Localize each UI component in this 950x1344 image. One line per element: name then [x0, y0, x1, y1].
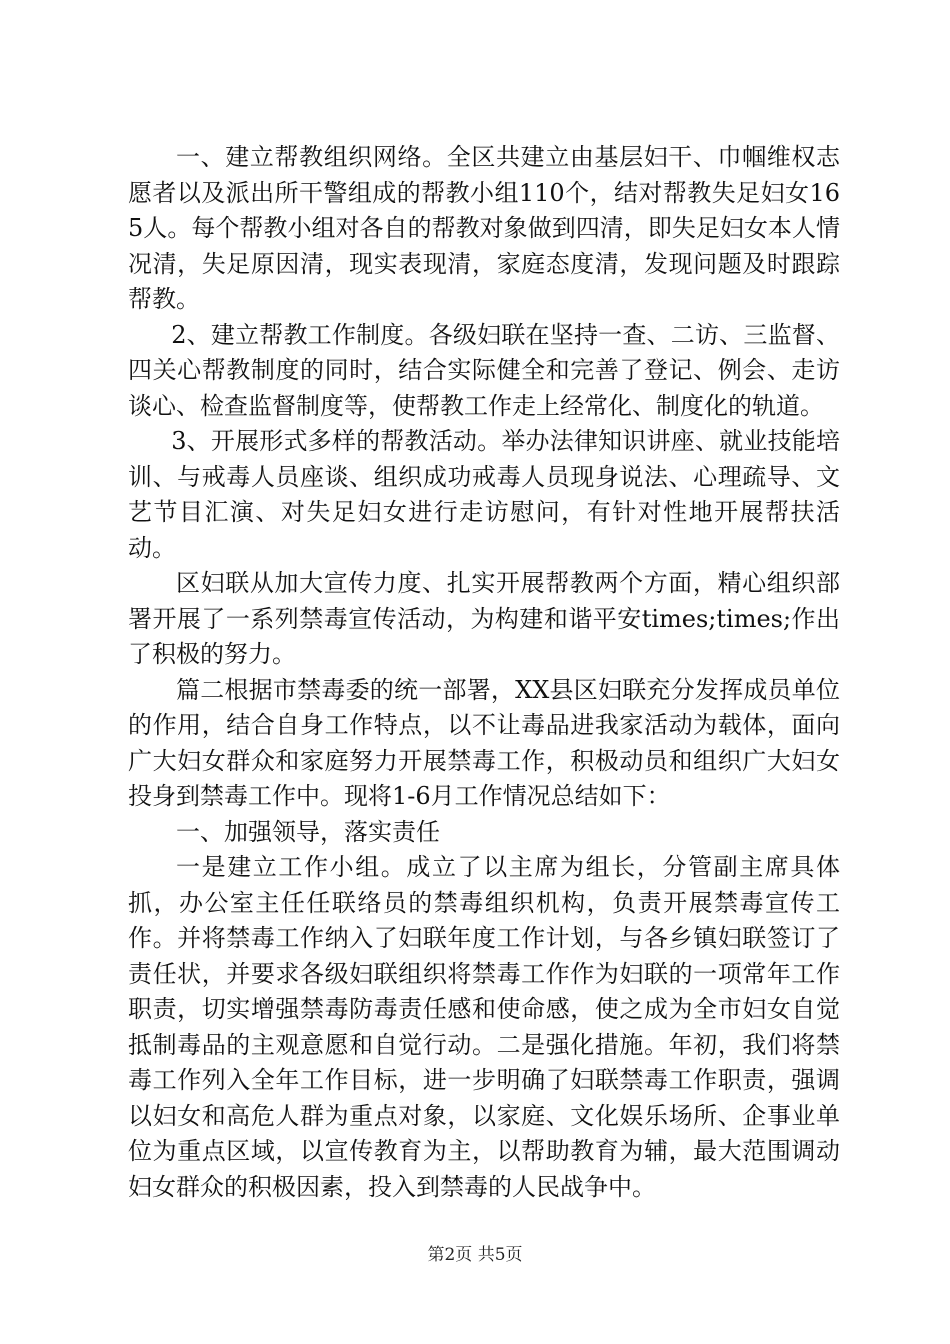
paragraph-help-activities: 3、开展形式多样的帮教活动。举办法律知识讲座、就业技能培训、与戒毒人员座谈、组织成功戒毒人员现身说法、心理疏导、文艺节目汇演、对失足妇女进行走访慰问，有针对性地开展帮扶活动。: [128, 427, 840, 562]
section-heading-leadership: 一、加强领导，落实责任: [176, 817, 440, 846]
paragraph-help-network: 一、建立帮教组织网络。全区共建立由基层妇干、巾帼维权志愿者以及派出所干警组成的帮教小组110个，结对帮教失足妇女165人。每个帮教小组对各自的帮教对象做到四清，即失足妇女本人情况清，失足原因清，现实表现清，家庭态度清，发现问题及时跟踪帮教。: [128, 143, 840, 313]
paragraph-part-two-intro: 篇二根据市禁毒委的统一部署，XX县区妇联充分发挥成员单位的作用，结合自身工作特点，以不让毒品进我家活动为载体，面向广大妇女群众和家庭努力开展禁毒工作，积极动员和组织广大妇女投身到禁毒工作中。现将1-6月工作情况总结如下：: [128, 675, 840, 810]
paragraph-help-system: 2、建立帮教工作制度。各级妇联在坚持一查、二访、三监督、四关心帮教制度的同时，结合实际健全和完善了登记、例会、走访谈心、检查监督制度等，使帮教工作走上经常化、制度化的轨道。: [128, 320, 840, 420]
page-number-footer: 第2页 共5页: [427, 1245, 523, 1265]
paragraph-publicity-summary: 区妇联从加大宣传力度、扎实开展帮教两个方面，精心组织部署开展了一系列禁毒宣传活动，为构建和谐平安times;times;作出了积极的努力。: [128, 569, 840, 668]
document-body: [128, 140, 840, 1205]
paragraph-working-group: 一是建立工作小组。成立了以主席为组长，分管副主席具体抓，办公室主任任联络员的禁毒组织机构，负责开展禁毒宣传工作。并将禁毒工作纳入了妇联年度工作计划，与各乡镇妇联签订了责任状，并要求各级妇联组织将禁毒工作作为妇联的一项常年工作职责，切实增强禁毒防毒责任感和使命感，使之成为全市妇女自觉抵制毒品的主观意愿和自觉行动。二是强化措施。年初，我们将禁毒工作列入全年工作目标，进一步明确了妇联禁毒工作职责，强调以妇女和高危人群为重点对象，以家庭、文化娱乐场所、企事业单位为重点区域，以宣传教育为主，以帮助教育为辅，最大范围调动妇女群众的积极因素，投入到禁毒的人民战争中。: [128, 853, 840, 1201]
